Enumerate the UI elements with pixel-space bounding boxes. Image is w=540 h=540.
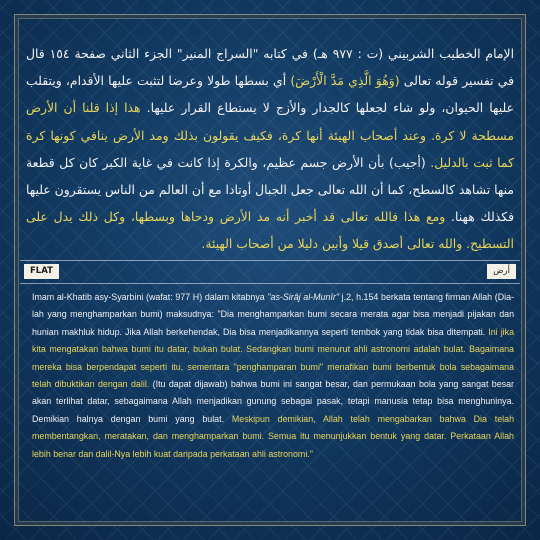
translation-part-1: j.2, h.154 berkata tentang firman Allah (Dia-lah yang menghamparkan bumi) maksudnya: "Dia menghamparkan bumi secara merata agar bisa menjadi pijakan dan hunian makhluk hidup. Jika Allah berkehendak, Dia bisa menjadikannya seperti tembok yang tidak bisa ditempati. <box>32 292 515 337</box>
indonesian-text-block <box>32 289 514 504</box>
section-divider <box>20 260 520 284</box>
ard-tag: أرض <box>487 264 516 279</box>
translation-highlight-2: Meskipun demikian, Allah telah mengabarkan bahwa Dia telah membentangkan, meratakan, dan menghamparkan bumi. Semua itu menunjukkan bentuk yang datar. Perkataan Allah lebih benar dan dalil-Nya lebih kuat daripada perkataan ahli astronomi." <box>32 413 515 459</box>
arabic-highlight-1: هذا إذا قلنا أن الأرض مسطحة لا كرة. وعند أصحاب الهيئة أنها كرة، فكيف يقولون بذلك ومد الأرض ينافي كونها كرة كما ثبت بالدليل. <box>26 100 514 170</box>
translation-intro: Imam al-Khatib asy-Syarbini (wafat: 977 H) dalam kitabnya <box>32 292 268 302</box>
arabic-text-block <box>26 40 514 258</box>
arabic-highlight-2: ومع هذا فالله تعالى قد أخبر أنه مد الأرض ودحاها وبسطها، وكل ذلك يدل على التسطيح. والله تعالى أصدق قيلا وأبين دليلا من أصحاب الهيئة. <box>26 209 514 252</box>
arabic-explanation: أي بسطها طولا وعرضا لتثبت عليها الأقدام، ويتقلب عليها الحيوان، ولو شاء لجعلها كالجدار والأزج لا يستطاع القرار عليها. <box>26 73 514 116</box>
translation-part-2: (Itu dapat dijawab) bahwa bumi ini sangat besar, dan permukaan bola yang sangat besar akan terlihat datar, sebagaimana Allah menjadikan gunung sebagai pasak, tetapi manusia tetap bisa menghuninya. Demikian halnya dengan bumi yang bulat. <box>32 379 514 424</box>
translation-highlight-1: Ini jika kita mengatakan bahwa bumi itu datar, bukan bulat. Sedangkan bumi menurut ahli astronomi adalah bulat. Bagaimana mereka bisa berpendapat seperti itu, sementara "penghamparan bumi" menafikan bumi berbentuk bola sebagaimana telah dibuktikan dengan dalil. <box>32 326 515 390</box>
flat-tag: FLAT <box>24 264 59 279</box>
arabic-quran-quote: (وَهُوَ الَّذِي مَدَّ الْأَرْضَ) <box>290 73 400 89</box>
book-title: "as-Sirâj al-Munîr" <box>267 292 339 302</box>
arabic-intro: الإمام الخطيب الشربيني (ت : ٩٧٧ هـ) في كتابه "السراج المنير" الجزء الثاني صفحة ١٥٤ قال في تفسير قوله تعالى <box>26 46 515 89</box>
arabic-answer: (أجيب) بأن الأرض جسم عظيم، والكرة إذا كانت في غاية الكبر كان كل قطعة منها تشاهد كالسطح، كما أن الله تعالى جعل الجبال أوتادا مع أن العالم من الناس يستقرون عليها فكذلك ههنا. <box>26 154 514 225</box>
